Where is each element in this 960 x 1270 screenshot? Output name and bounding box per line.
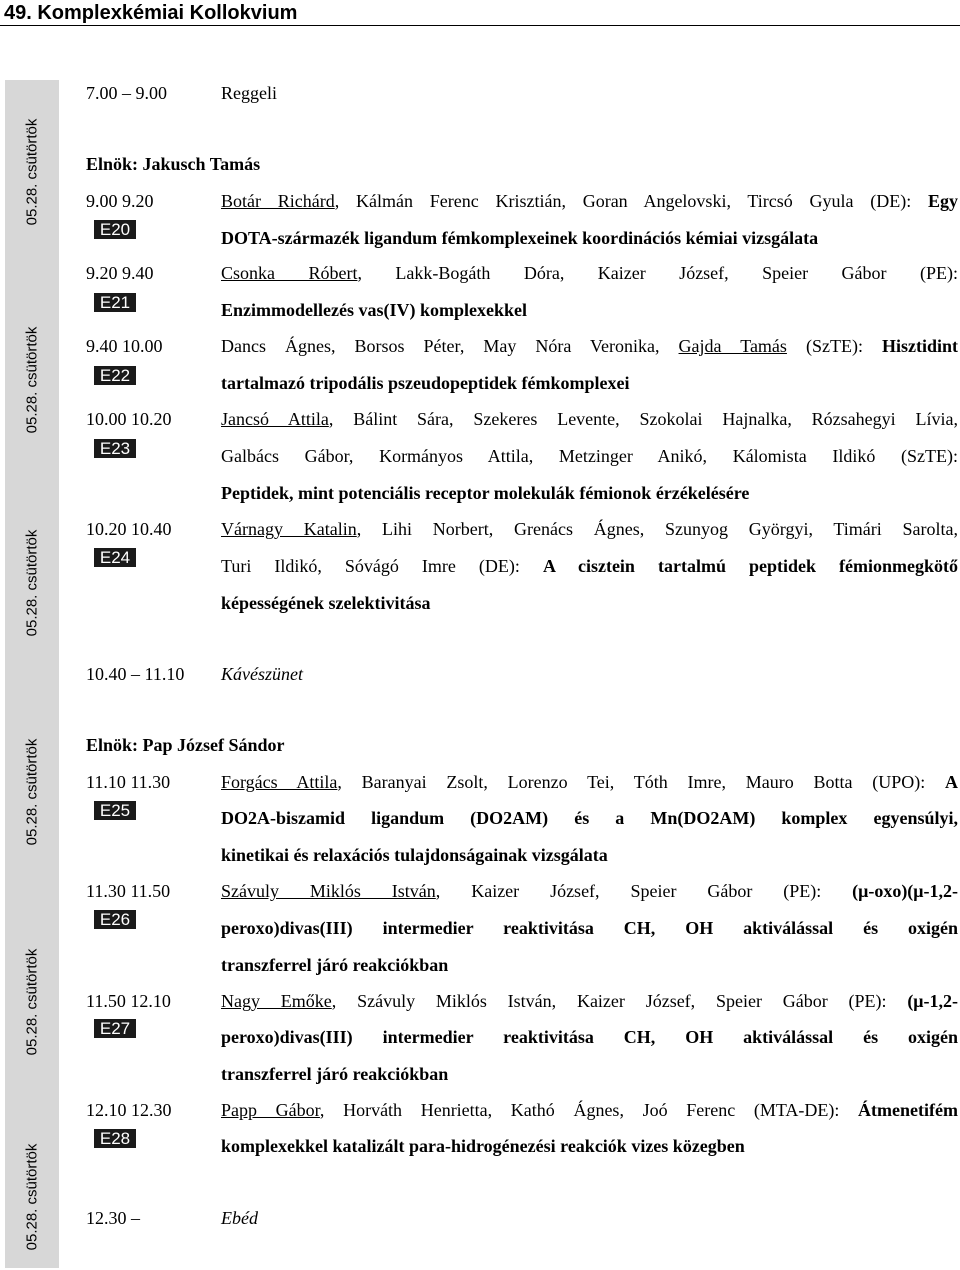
presenter-name: Botár Richárd: [221, 191, 335, 211]
lunch-label: Ebéd: [221, 1208, 258, 1228]
presenter-name: Jancsó Attila: [221, 409, 329, 429]
talk-title: peroxo)divas(III) intermedier reaktivitása CH, OH aktiválással és oxigén: [221, 918, 958, 938]
talk-code-badge: E24: [88, 546, 142, 569]
talk-time: 11.10 11.30: [86, 772, 171, 792]
talk-title: képességének szelektivitása: [221, 593, 431, 613]
talk-code-badge: E28: [88, 1127, 142, 1150]
session-chair: Elnök: Jakusch Tamás: [86, 154, 261, 174]
talk-code-badge: E20: [88, 218, 142, 241]
presenter-name: Csonka Róbert: [221, 263, 358, 283]
talk-authors: Csonka Róbert, Lakk-Bogáth Dóra, Kaizer József, Speier Gábor (PE):: [221, 263, 958, 283]
presenter-name: Gajda Tamás: [678, 336, 787, 356]
presenter-name: Forgács Attila: [221, 772, 338, 792]
talk-code-badge: E27: [88, 1017, 142, 1040]
talk-title: komplexekkel katalizált para-hidrogénezési reakciók vizes közegben: [221, 1136, 745, 1156]
talk-code-badge: E23: [88, 437, 142, 460]
lunch-time: 12.30 –: [86, 1208, 140, 1228]
breakfast-time: 7.00 – 9.00: [86, 83, 167, 103]
page-title: 49. Komplexkémiai Kollokvium: [4, 2, 298, 24]
talk-title-cont: transzferrel járó reakciókban: [221, 1064, 449, 1084]
talk-authors: Papp Gábor, Horváth Henrietta, Kathó Ágnes, Joó Ferenc (MTA-DE): Átmenetifém: [221, 1100, 958, 1120]
presenter-name: Nagy Emőke: [221, 991, 332, 1011]
talk-authors: Dancs Ágnes, Borsos Péter, May Nóra Veronika, Gajda Tamás (SzTE): Hisztidint: [221, 336, 958, 356]
talk-authors: Nagy Emőke, Szávuly Miklós István, Kaizer József, Speier Gábor (PE): (μ-1,2-: [221, 991, 958, 1011]
talk-title: peroxo)divas(III) intermedier reaktivitása CH, OH aktiválással és oxigén: [221, 1027, 958, 1047]
talk-time: 10.20 10.40: [86, 519, 172, 539]
talk-title: Peptidek, mint potenciális receptor molekulák fémionok érzékelésére: [221, 483, 750, 503]
talk-time: 11.30 11.50: [86, 881, 171, 901]
talk-code-badge: E26: [88, 908, 142, 931]
talk-time: 9.40 10.00: [86, 336, 163, 356]
talk-title-cont: kinetikai és relaxációs tulajdonságainak vizsgálata: [221, 845, 608, 865]
talk-title: Enzimmodellezés vas(IV) komplexekkel: [221, 300, 527, 320]
talk-authors: Szávuly Miklós István, Kaizer József, Speier Gábor (PE): (μ-oxo)(μ-1,2-: [221, 881, 958, 901]
talk-time: 11.50 12.10: [86, 991, 171, 1011]
talk-title: tartalmazó tripodális pszeudopeptidek fémkomplexei: [221, 373, 630, 393]
talk-time: 12.10 12.30: [86, 1100, 172, 1120]
talk-title-cont: transzferrel járó reakciókban: [221, 955, 449, 975]
session-chair: Elnök: Pap József Sándor: [86, 735, 285, 755]
talk-time: 9.00 9.20: [86, 191, 154, 211]
talk-authors-cont: Galbács Gábor, Kormányos Attila, Metzinger Anikó, Kálomista Ildikó (SzTE):: [221, 446, 958, 466]
talk-title: DOTA-származék ligandum fémkomplexeinek koordinációs kémiai vizsgálata: [221, 228, 819, 248]
presenter-name: Papp Gábor: [221, 1100, 320, 1120]
talk-code-badge: E25: [88, 799, 142, 822]
coffee-label: Kávészünet: [221, 664, 303, 684]
talk-title: DO2A-biszamid ligandum (DO2AM) és a Mn(DO2AM) komplex egyensúlyi,: [221, 808, 958, 828]
talk-authors-cont: Turi Ildikó, Sóvágó Imre (DE): A cisztein tartalmú peptidek fémionmegkötő: [221, 556, 958, 576]
talk-time: 10.00 10.20: [86, 409, 172, 429]
talk-code-badge: E22: [88, 364, 142, 387]
presenter-name: Szávuly Miklós István: [221, 881, 436, 901]
date-sidebar: 05.28. csütörtök 05.28. csütörtök 05.28. csütörtök 05.28. csütörtök 05.28. csütörtök 05.28. csütörtök: [5, 80, 59, 1268]
talk-time: 9.20 9.40: [86, 263, 154, 283]
breakfast-label: Reggeli: [221, 83, 277, 103]
talk-authors: Jancsó Attila, Bálint Sára, Szekeres Levente, Szokolai Hajnalka, Rózsahegyi Lívia,: [221, 409, 958, 429]
talk-authors: Várnagy Katalin, Lihi Norbert, Grenács Ágnes, Szunyog Györgyi, Timári Sarolta,: [221, 519, 958, 539]
talk-code-badge: E21: [88, 291, 142, 314]
coffee-time: 10.40 – 11.10: [86, 664, 185, 684]
talk-authors: Botár Richárd, Kálmán Ferenc Krisztián, Goran Angelovski, Tircsó Gyula (DE): Egy: [221, 191, 958, 211]
presenter-name: Várnagy Katalin: [221, 519, 357, 539]
talk-authors: Forgács Attila, Baranyai Zsolt, Lorenzo Tei, Tóth Imre, Mauro Botta (UPO): A: [221, 772, 958, 792]
